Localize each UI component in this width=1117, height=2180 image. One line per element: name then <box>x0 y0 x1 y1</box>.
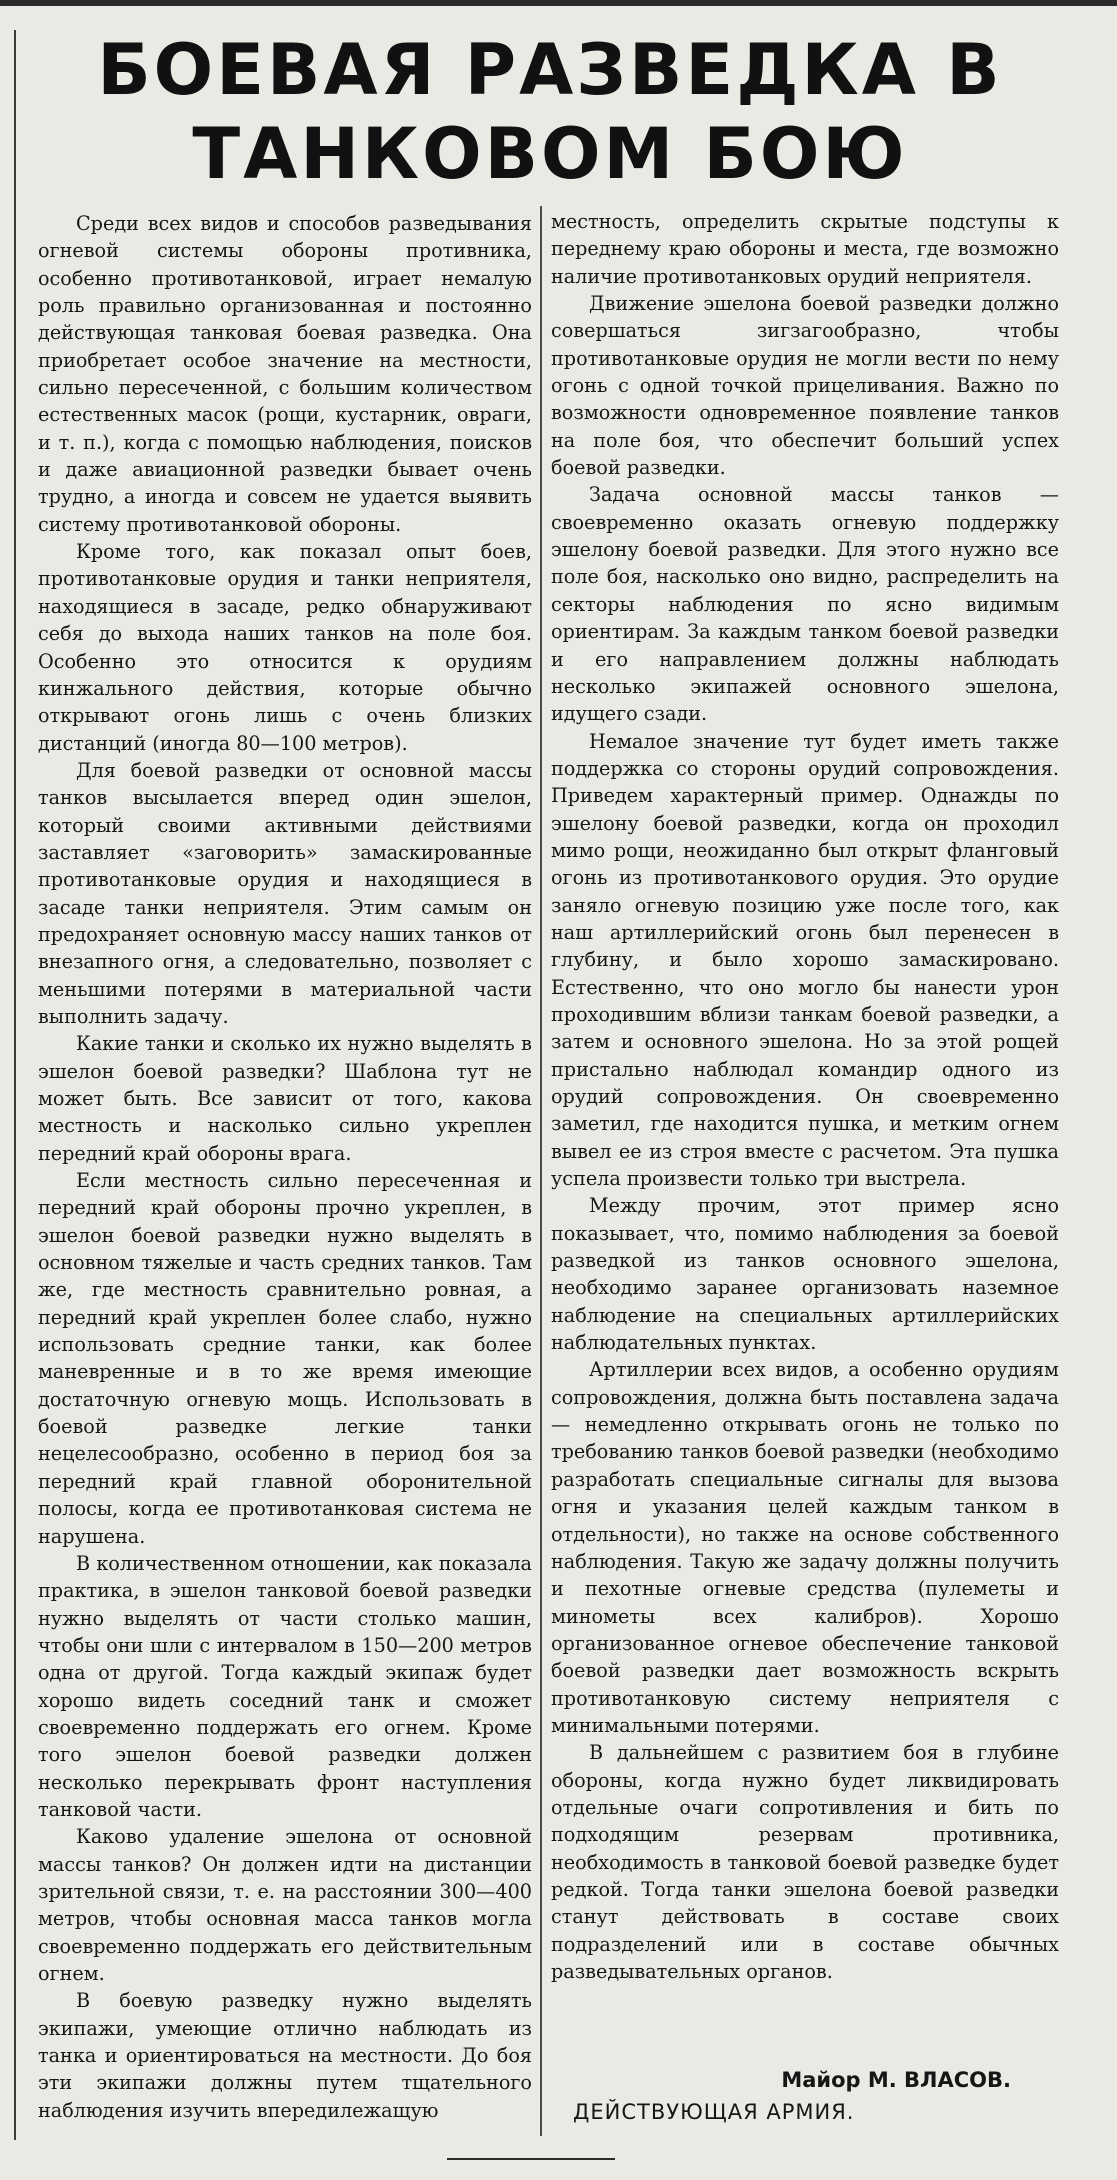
paragraph: В боевую разведку нужно выделять экипажи, умеющие отлично наблюдать из танка и ориентироваться на местности. До боя эти экипажи должны путем тщательного наблюдения изучить впередилежащую <box>38 1989 532 2122</box>
article-headline <box>40 28 1060 196</box>
paragraph: Среди всех видов и способов разведывания огневой системы обороны противника, особенно противотанковой, играет немалую роль правильно организованная и постоянно действующая танковая боевая разведка. Она приобретает особое значение на местности, сильно пересеченной, с большим количеством естественных масок (рощи, кустарник, овраги, и т. п.), когда с помощью наблюдения, поисков и даже авиационной разведки бывает очень трудно, а иногда и совсем не удается выявить систему противотанковой обороны. <box>38 212 532 536</box>
headline-line-2: ТАНКОВОМ БОЮ <box>192 113 908 195</box>
top-rule <box>0 0 1117 6</box>
bottom-rule <box>447 2158 615 2160</box>
article-column-left <box>38 210 532 2124</box>
paragraph: В количественном отношении, как показала практика, в эшелон танковой боевой разведки нужно выделять от части столько машин, чтобы они шли с интервалом в 150—200 метров одна от другой. Тогда каждый экипаж будет хорошо видеть соседний танк и сможет своевременно поддержать его огнем. Кроме того эшелон боевой разведки должен несколько перекрывать фронт наступления танковой части. <box>38 1551 532 1821</box>
paragraph: Задача основной массы танков — своевременно оказать огневую поддержку эшелону боевой разведки. Для этого нужно все поле боя, насколько оно видно, распределить на секторы наблюдения по ясно видимым ориентирам. За каждым танком боевой разведки и его направлением должны наблюдать несколько экипажей основного эшелона, идущего сзади. <box>551 483 1059 726</box>
paragraph-continued: местность, определить скрытые подступы к переднему краю обороны и места, где возможно наличие противотанковых орудий неприятеля. <box>551 210 1059 288</box>
paragraph: Каково удаление эшелона от основной массы танков? Он должен идти на дистанции зрительной связи, т. е. на расстоянии 300—400 метров, чтобы основная масса танков могла своевременно поддержать его действительным огнем. <box>38 1825 532 1985</box>
column-divider <box>540 206 542 2136</box>
paragraph: Между прочим, этот пример ясно показывает, что, помимо наблюдения за боевой разведкой из танков основного эшелона, необходимо заранее организовать наземное наблюдение на специальных артиллерийских наблюдательных пунктах. <box>551 1194 1059 1355</box>
paragraph: Для боевой разведки от основной массы танков высылается вперед один эшелон, который своими активными действиями заставляет «заговорить» замаскированные противотанковые орудия и находящиеся в засаде танки неприятеля. Этим самым он предохраняет основную массу наших танков от внезапного огня, а следовательно, позволяет с меньшими потерями в материальной части выполнить задачу. <box>38 758 532 1028</box>
dateline: ДЕЙСТВУЮЩАЯ АРМИЯ. <box>573 2100 855 2124</box>
paragraph: Если местность сильно пересеченная и передний край обороны прочно укреплен, в эшелон боевой разведки нужно выделять в основном тяжелые и часть средних танков. Там же, где местность сравнительно ровная, а передний край укреплен более слабо, нужно использовать средние танки, как более маневренные и в то же время имеющие достаточную огневую мощь. Использовать в боевой разведке легкие танки нецелесообразно, особенно в период боя за передний край главной оборонительной полосы, когда ее противотанковая система не нарушена. <box>38 1169 532 1548</box>
paragraph: Кроме того, как показал опыт боев, противотанковые орудия и танки неприятеля, находящиеся в засаде, редко обнаруживают себя до выхода наших танков на поле боя. Особенно это относится к орудиям кинжального действия, которые обычно открывают огонь лишь с очень близких дистанций (иногда 80—100 метров). <box>38 540 532 755</box>
headline-line-1: БОЕВАЯ РАЗВЕДКА В <box>97 29 1003 111</box>
article-column-right <box>551 208 1059 1985</box>
left-column-rule <box>14 30 16 2140</box>
paragraph: Немалое значение тут будет иметь также поддержка со стороны орудий сопровождения. Приведем характерный пример. Однажды по эшелону боевой разведки, когда он проходил мимо рощи, неожиданно был открыт фланговый огонь из противотанкового орудия. Это орудие заняло огневую позицию уже после того, как наш артиллерийский огонь был перенесен в глубину, и было хорошо замаскировано. Естественно, что оно могло бы нанести урон проходившим вблизи танкам боевой разведки, а затем и основного эшелона. Но за этой рощей пристально наблюдал командир одного из орудий сопровождения. Он своевременно заметил, где находится пушка, и метким огнем вывел ее из строя вместе с расчетом. Эта пушка успела произвести только три выстрела. <box>551 729 1059 1191</box>
paragraph: Артиллерии всех видов, а особенно орудиям сопровождения, должна быть поставлена задача — немедленно открывать огонь не только по требованию танков боевой разведки (необходимо разработать специальные сигналы для вызова огня и указания целей каждым танком в отдельности), но также на основе собственного наблюдения. Такую же задачу должны получить и пехотные огневые средства (пулеметы и минометы всех калибров). Хорошо организованное огневое обеспечение танковой боевой разведки дает возможность вскрыть противотанковую систему неприятеля с минимальными потерями. <box>551 1358 1059 1737</box>
paragraph: Какие танки и сколько их нужно выделять в эшелон боевой разведки? Шаблона тут не может быть. Все зависит от того, какова местность и насколько сильно укреплен передний край обороны врага. <box>38 1032 532 1165</box>
author-signature: Майор М. ВЛАСОВ. <box>781 2068 1011 2092</box>
paragraph: В дальнейшем с развитием боя в глубине обороны, когда нужно будет ликвидировать отдельные очаги сопротивления и бить по подходящим резервам противника, необходимость в танковой боевой разведке будет редкой. Тогда танки эшелона боевой разведки станут действовать в составе своих подразделений или в составе обычных разведывательных органов. <box>551 1741 1059 1983</box>
paragraph: Движение эшелона боевой разведки должно совершаться зигзагообразно, чтобы противотанковые орудия не могли вести по нему огонь с одной точкой прицеливания. Важно по возможности одновременное появление танков на поле боя, что обеспечит больший успех боевой разведки. <box>551 292 1059 480</box>
